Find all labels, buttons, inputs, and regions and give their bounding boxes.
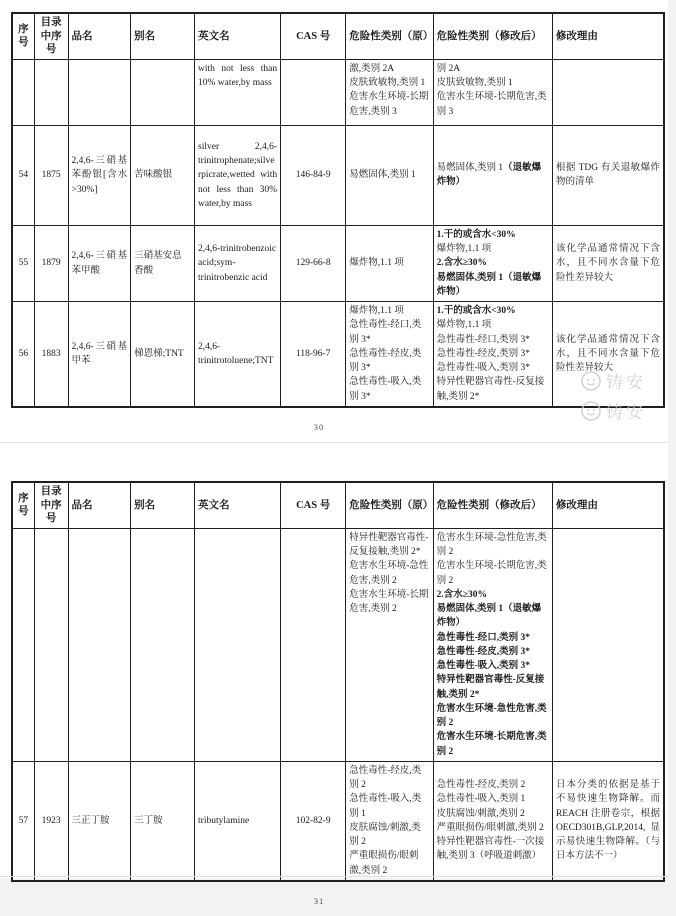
column-header: 别名 [131,482,195,528]
table-cell [12,528,34,761]
table-cell: 55 [12,225,34,301]
table-cell: 根据 TDG 有关退敏爆炸物的清单 [552,125,664,225]
table-cell: 2,4,6-三硝基苯甲酸 [68,225,131,301]
table-cell: 急性毒性-经皮,类别 2 急性毒性-吸入,类别 1 皮肤腐蚀/刺激,类别 2 严重眼损伤/眼刺激,类别 2 特异性靶器官毒性-一次接触,类别 3（呼吸道刺激） [433,761,552,881]
header-row [12,13,664,59]
table-cell: 爆炸物,1.1 项 急性毒性-经口,类别 3* 急性毒性-经皮,类别 3* 急性毒性-吸入,类别 3* [346,302,433,407]
table-body [12,59,664,407]
watermark-label: 铸安 [606,373,646,392]
table-cell: 56 [12,302,34,407]
table-cell: 日本分类的依据是基于不易快速生物降解。而 REACH 注册卷宗，根据 OECD301B,GLP,2014, 显示易快速生物降解。（与日本方法不一） [552,761,664,881]
table-cell [68,59,131,125]
table-cell [34,528,68,761]
table-cell [281,528,346,761]
hazard-table-1 [11,481,665,882]
table-header-row [12,482,664,528]
column-header: 修改理由 [552,482,664,528]
table-cell: silver 2,4,6-trinitrophenate;silverpicrate,wetted with not less than 30% water,by mass [195,125,281,225]
table-row [12,59,664,125]
table-cell [34,59,68,125]
table-cell: 1.干的或含水<30% 爆炸物,1.1 项 急性毒性-经口,类别 3* 急性毒性-经皮,类别 3* 急性毒性-吸入,类别 3* 特异性靶器官毒性-反复接触,类别 2* [433,302,552,407]
table-cell: 2,4,6-trinitrobenzoic acid;sym-trinitrobenzic acid [195,225,281,301]
table-cell: 别 2A 皮肤致敏物,类别 1 危害水生环境-长期危害,类别 3 [433,59,552,125]
column-header: 品名 [68,482,131,528]
table-cell: 1875 [34,125,68,225]
table-cell: 129-66-8 [281,225,346,301]
sheet-page-31 [0,443,668,916]
table-cell: 57 [12,761,34,881]
table-cell: 危害水生环境-急性危害,类别 2 危害水生环境-长期危害,类别 2 2.含水≥30% 易燃固体,类别 1（退敏爆炸物） 急性毒性-经口,类别 3* 急性毒性-经皮,类别 3* 急性毒性-吸入,类别 3* 特异性靶器官毒性-反复接触,类别 2* 危害水生环境-急性危害,类别 2 危害水生环境-长期危害,类别 2 [433,528,552,761]
table-cell: 三丁胺 [131,761,195,881]
table-cell: 102-82-9 [281,761,346,881]
column-header: 品名 [68,13,131,59]
column-header: CAS 号 [281,13,346,59]
page-footer [22,408,676,442]
table-cell: 苦味酸银 [131,125,195,225]
table-cell [68,528,131,761]
hazard-table-0 [11,12,665,408]
table-body [12,528,664,881]
column-header: 别名 [131,13,195,59]
table-cell [195,528,281,761]
table-cell: 1879 [34,225,68,301]
table-header-row [12,13,664,59]
table-cell: 54 [12,125,34,225]
table-cell [552,59,664,125]
table-cell [552,528,664,761]
watermark-label: 铸安 [606,403,646,422]
table-cell: 急性毒性-经皮,类别 2 急性毒性-吸入,类别 1 皮肤腐蚀/刺激,类别 2 严重眼损伤/眼刺激,类别 2 [346,761,433,881]
table-cell: 2,4,6-三硝基甲苯 [68,302,131,407]
column-header: 英文名 [195,482,281,528]
table-cell [131,528,195,761]
table-cell: 该化学品通常情况下含水，且不同水含量下危险性差异较大 [552,225,664,301]
column-header: 修改理由 [552,13,664,59]
bottom-edge-line [0,876,668,877]
page-number: 31 [313,895,325,906]
page-footer [22,882,676,916]
table-cell: with not less than 10% water,by mass [195,59,281,125]
table-cell: 118-96-7 [281,302,346,407]
column-header: CAS 号 [281,482,346,528]
table-row [12,225,664,301]
table-cell: 激,类别 2A 皮肤致敏物,类别 1 危害水生环境-长期危害,类别 3 [346,59,433,125]
column-header: 危险性类别（原） [346,13,433,59]
column-header: 危险性类别（修改后） [433,13,552,59]
table-cell: 三硝基安息香酸 [131,225,195,301]
table-row [12,761,664,881]
column-header: 危险性类别（修改后） [433,482,552,528]
table-cell: 该化学品通常情况下含水，且不同水含量下危险性差异较大 [552,302,664,407]
column-header: 目录中序号 [34,482,68,528]
header-row [12,482,664,528]
table-row [12,302,664,407]
column-header: 英文名 [195,13,281,59]
page-number: 30 [313,421,325,432]
table-cell: 易燃固体,类别 1（退敏爆炸物） [433,125,552,225]
table-cell: tributylamine [195,761,281,881]
table-cell: 146-84-9 [281,125,346,225]
table-cell: 2,4,6-三硝基苯酚银[含水>30%] [68,125,131,225]
table-cell: 三正丁胺 [68,761,131,881]
table-cell [281,59,346,125]
column-header: 目录中序号 [34,13,68,59]
table-cell: 特异性靶器官毒性-反复接触,类别 2* 危害水生环境-急性危害,类别 2 危害水生环境-长期危害,类别 2 [346,528,433,761]
column-header: 危险性类别（原） [346,482,433,528]
table-cell: 1.干的或含水<30% 爆炸物,1.1 项 2.含水≥30% 易燃固体,类别 1（退敏爆炸物） [433,225,552,301]
column-header: 序号 [12,13,34,59]
table-cell: 1923 [34,761,68,881]
table-row [12,528,664,761]
table-cell: 1883 [34,302,68,407]
table-cell: 爆炸物,1.1 项 [346,225,433,301]
table-row [12,125,664,225]
table-cell [12,59,34,125]
table-cell: 易燃固体,类别 1 [346,125,433,225]
table-cell [131,59,195,125]
table-cell: 梯恩梯;TNT [131,302,195,407]
sheet-page-30 [0,0,668,442]
column-header: 序号 [12,482,34,528]
table-cell: 2,4,6-trinitrotoluene;TNT [195,302,281,407]
